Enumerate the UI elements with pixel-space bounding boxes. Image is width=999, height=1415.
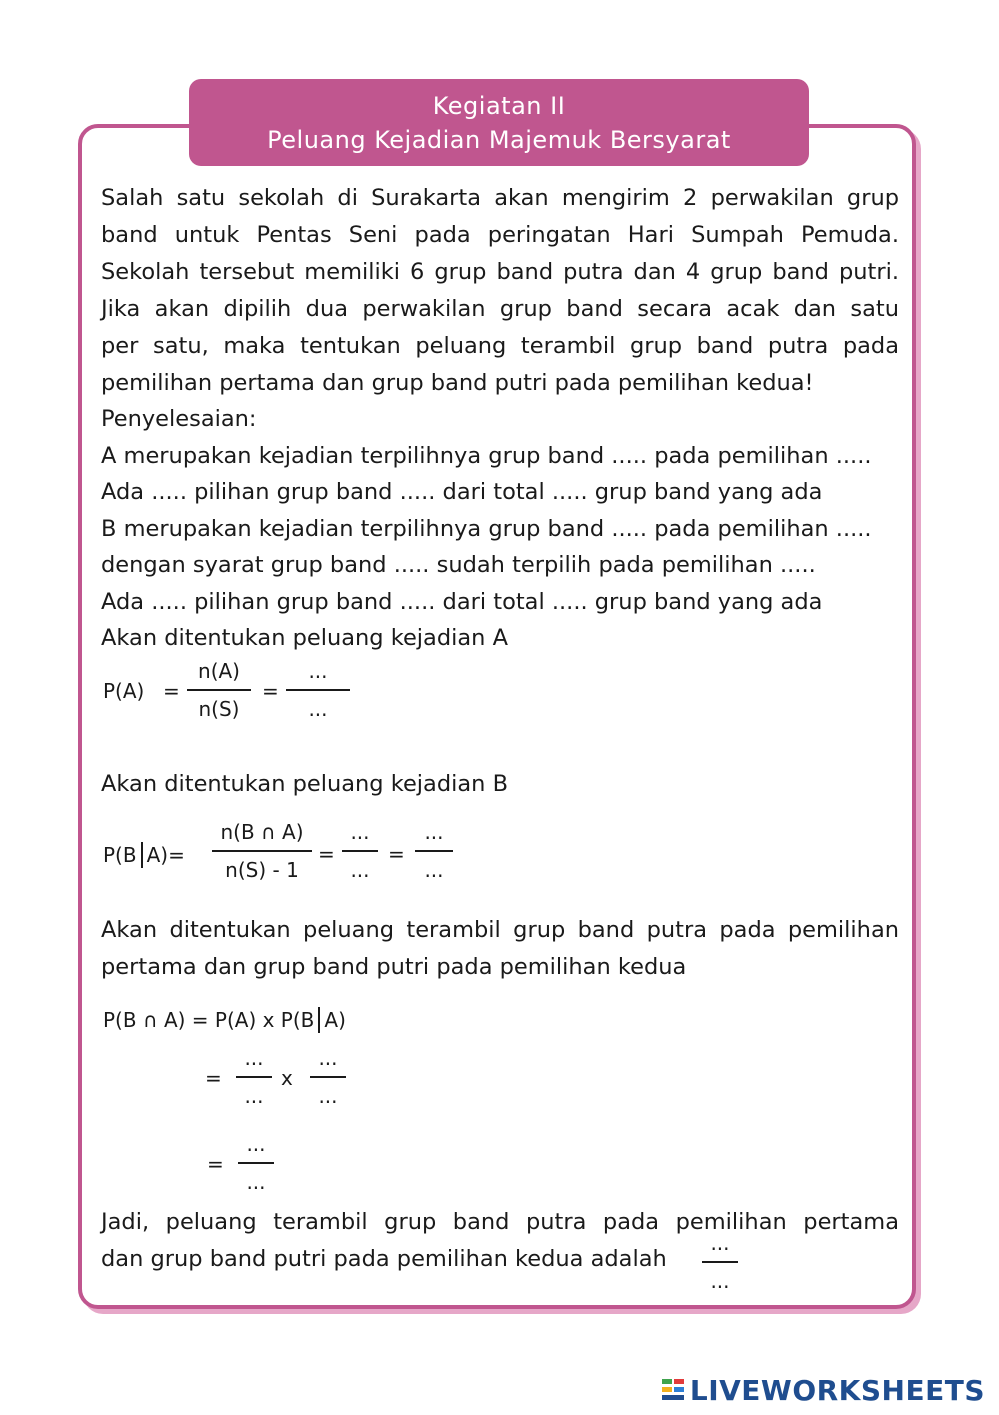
step1-fraction-2 xyxy=(310,1046,346,1108)
step2-fraction xyxy=(238,1132,274,1194)
fraction-bar xyxy=(212,850,312,852)
pba-lhs-right: A)= xyxy=(146,843,185,867)
problem-line-3: Sekolah tersebut memiliki 6 grup band putra dan 4 grup band putri. xyxy=(101,259,899,285)
solution-line-5: Ada ..... pilihan grup band ..... dari total ..... grup band yang ada xyxy=(101,589,823,615)
pa-numerator: n(A) xyxy=(198,659,240,683)
pba-blank-numerator-1: ... xyxy=(350,820,370,844)
pintersect-lhs: P(B ∩ A) = P(A) x P(B xyxy=(103,1008,315,1032)
pa-answer-fraction xyxy=(286,659,350,721)
pintersect-formula xyxy=(103,1007,346,1033)
pa-answer-denominator: ... xyxy=(308,697,328,721)
pa-fraction xyxy=(187,659,251,721)
solution-line-3: B merupakan kejadian terpilihnya grup band ..... pada pemilihan ..... xyxy=(101,516,872,542)
step1-denominator-2: ... xyxy=(318,1084,338,1108)
heading-pb: Akan ditentukan peluang kejadian B xyxy=(101,771,508,797)
problem-line-2: band untuk Pentas Seni pada peringatan Hari Sumpah Pemuda. xyxy=(101,222,899,248)
solution-line-1: A merupakan kejadian terpilihnya grup band ..... pada pemilihan ..... xyxy=(101,443,872,469)
fraction-bar xyxy=(187,689,251,691)
activity-header xyxy=(189,79,809,166)
step2-numerator: ... xyxy=(246,1132,266,1156)
pa-equals-1: = xyxy=(163,679,180,703)
heading-pa: Akan ditentukan peluang kejadian A xyxy=(101,625,508,651)
step1-fraction-1 xyxy=(236,1046,272,1108)
pba-blank-numerator-2: ... xyxy=(424,820,444,844)
pba-denominator: n(S) - 1 xyxy=(225,858,299,882)
problem-line-5: per satu, maka tentukan peluang terambil grup band putra pada xyxy=(101,333,899,359)
fraction-bar xyxy=(415,850,453,852)
pba-blank-fraction-2 xyxy=(415,820,453,882)
step1-equals: = xyxy=(205,1066,222,1090)
conclusion-numerator: ... xyxy=(710,1231,730,1255)
problem-line-6: pemilihan pertama dan grup band putri pada pemilihan kedua! xyxy=(101,370,814,396)
pba-lhs xyxy=(103,842,185,868)
heading-final-2: pertama dan grup band putri pada pemilihan kedua xyxy=(101,954,687,980)
pa-equals-2: = xyxy=(262,679,279,703)
pba-blank-denominator-2: ... xyxy=(424,858,444,882)
pa-denominator: n(S) xyxy=(198,697,240,721)
fraction-bar xyxy=(310,1076,346,1078)
fraction-bar xyxy=(342,850,378,852)
conclusion-fraction xyxy=(702,1231,738,1293)
pba-equals-1: = xyxy=(318,842,335,866)
heading-final-1: Akan ditentukan peluang terambil grup band putra pada pemilihan xyxy=(101,917,899,943)
pintersect-rhs: A) xyxy=(324,1008,346,1032)
conclusion-line-1: Jadi, peluang terambil grup band putra pada pemilihan pertama xyxy=(101,1209,899,1235)
pba-blank-fraction-1 xyxy=(342,820,378,882)
conclusion-line-2: dan grup band putri pada pemilihan kedua adalah xyxy=(101,1246,667,1272)
step2-equals: = xyxy=(207,1152,224,1176)
conclusion-denominator: ... xyxy=(710,1269,730,1293)
header-subtitle: Peluang Kejadian Majemuk Bersyarat xyxy=(267,126,731,154)
fraction-bar xyxy=(236,1076,272,1078)
step1-numerator-1: ... xyxy=(244,1046,264,1070)
fraction-bar xyxy=(702,1261,738,1263)
fraction-bar xyxy=(238,1162,274,1164)
liveworksheets-logo xyxy=(662,1374,985,1407)
pba-fraction xyxy=(212,820,312,882)
step1-denominator-1: ... xyxy=(244,1084,264,1108)
pa-answer-numerator: ... xyxy=(308,659,328,683)
pba-equals-2: = xyxy=(388,842,405,866)
given-bar xyxy=(318,1007,320,1033)
problem-line-4: Jika akan dipilih dua perwakilan grup band secara acak dan satu xyxy=(101,296,899,322)
solution-line-4: dengan syarat grup band ..... sudah terpilih pada pemilihan ..... xyxy=(101,552,816,578)
fraction-bar xyxy=(286,689,350,691)
step2-denominator: ... xyxy=(246,1170,266,1194)
step1-numerator-2: ... xyxy=(318,1046,338,1070)
problem-line-1: Salah satu sekolah di Surakarta akan mengirim 2 perwakilan grup xyxy=(101,185,899,211)
step1-times: x xyxy=(281,1066,293,1090)
solution-line-2: Ada ..... pilihan grup band ..... dari total ..... grup band yang ada xyxy=(101,479,823,505)
header-title: Kegiatan II xyxy=(432,92,566,120)
given-bar xyxy=(141,842,143,868)
solution-label: Penyelesaian: xyxy=(101,406,257,432)
pa-lhs: P(A) xyxy=(103,679,145,703)
logo-text: LIVEWORKSHEETS xyxy=(689,1374,985,1407)
pba-blank-denominator-1: ... xyxy=(350,858,370,882)
pba-lhs-left: P(B xyxy=(103,843,137,867)
pba-numerator: n(B ∩ A) xyxy=(220,820,304,844)
liveworksheets-logo-icon xyxy=(662,1377,686,1403)
